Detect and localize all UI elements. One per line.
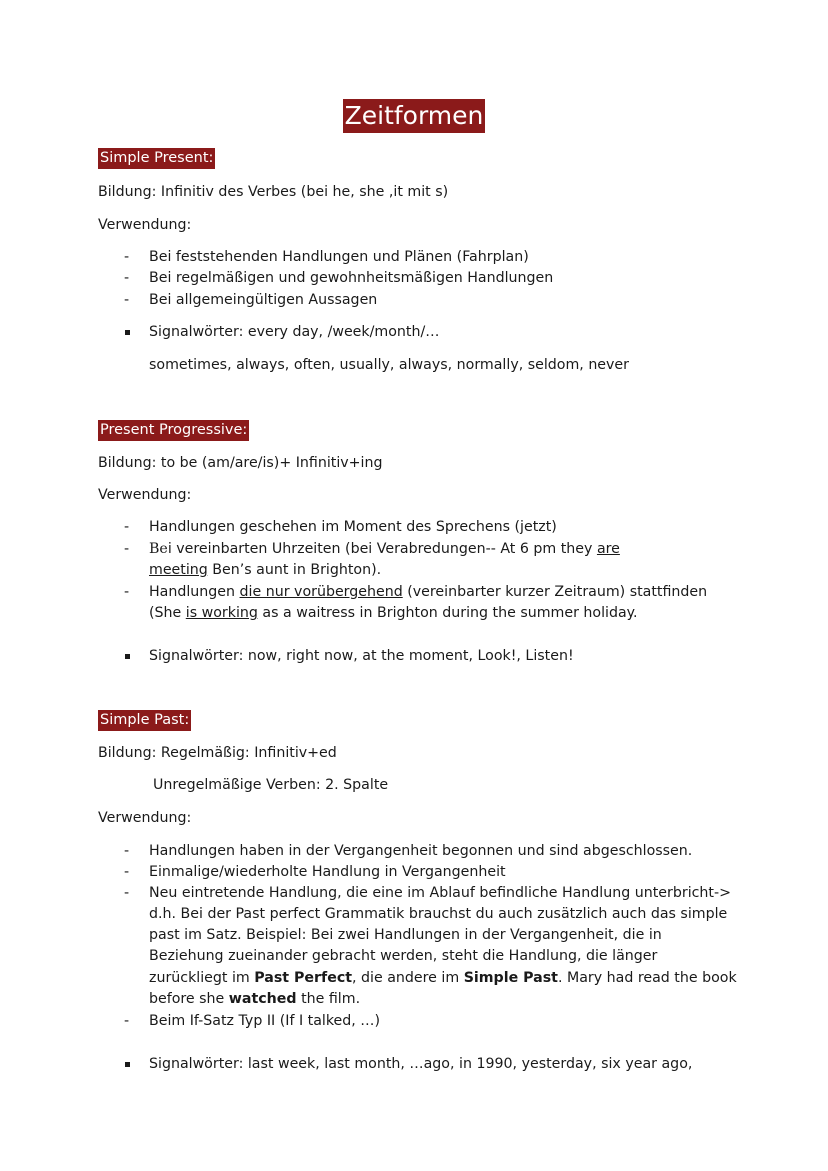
pp-item-3 (149, 582, 707, 603)
spast-item-2: Einmalige/wiederholte Handlung in Vergangenheit (149, 864, 506, 880)
dash-bullet: - (124, 885, 130, 901)
spast-signal: Signalwörter: last week, last month, …ago, in 1990, yesterday, six year ago, (149, 1056, 693, 1072)
dash-bullet: - (124, 843, 130, 859)
pp-bildung: Bildung: to be (am/are/is)+ Infinitiv+ing (98, 455, 383, 471)
pp-item-3-e: is working (185, 605, 258, 621)
spast-item-3-l5e: . Mary had read the book (557, 970, 737, 986)
spast-item-3-l6b: watched (228, 991, 297, 1007)
spast-item-1: Handlungen haben in der Vergangenheit begonnen und sind abgeschlossen. (149, 843, 693, 859)
sp-bildung: Bildung: Infinitiv des Verbes (bei he, she ,it mit s) (98, 184, 449, 200)
spast-bildung-2: Unregelmäßige Verben: 2. Spalte (153, 777, 389, 793)
pp-item-2-d: meeting (149, 562, 208, 578)
pp-item-3-b: die nur vorübergehend (239, 584, 403, 600)
sp-signal: Signalwörter: every day, /week/month/… (149, 324, 440, 340)
pp-item-3-f: as a waitress in Brighton during the summer holiday. (257, 605, 638, 621)
spast-item-3-l5d: Simple Past (463, 970, 558, 986)
pp-item-2-a: Be (149, 541, 168, 557)
spast-item-3-line-1: Neu eintretende Handlung, die eine im Ablauf befindliche Handlung unterbricht-> (149, 885, 731, 901)
spast-item-3-line-4: Beziehung zueinander gebracht werden, steht die Handlung, die länger (149, 948, 658, 964)
heading-simple-past: Simple Past: (98, 710, 191, 731)
pp-item-2-cont (149, 560, 381, 581)
spast-item-3-line-3: past im Satz. Beispiel: Bei zwei Handlungen in der Vergangenheit, die in (149, 927, 662, 943)
dash-bullet: - (124, 519, 130, 535)
pp-item-2 (149, 539, 620, 560)
sp-item-2: Bei regelmäßigen und gewohnheitsmäßigen Handlungen (149, 270, 554, 286)
spast-verwendung: Verwendung: (98, 810, 192, 826)
pp-signal: Signalwörter: now, right now, at the moment, Look!, Listen! (149, 648, 574, 664)
square-bullet-icon (125, 1062, 130, 1067)
sp-item-1: Bei feststehenden Handlungen und Plänen (Fahrplan) (149, 249, 529, 265)
pp-item-3-cont (149, 603, 638, 624)
spast-item-3-l5a: zurückliegt im (149, 970, 255, 986)
spast-item-3-line-5 (149, 968, 737, 989)
spast-item-4: Beim If-Satz Typ II (If I talked, …) (149, 1013, 381, 1029)
sp-verwendung: Verwendung: (98, 217, 192, 233)
page-title: Zeitformen (343, 99, 486, 133)
pp-item-3-d: (She (149, 605, 186, 621)
sp-item-3: Bei allgemeingültigen Aussagen (149, 292, 378, 308)
dash-bullet: - (124, 584, 130, 600)
pp-item-1: Handlungen geschehen im Moment des Sprechens (jetzt) (149, 519, 557, 535)
spast-item-3-line-2: d.h. Bei der Past perfect Grammatik brauchst du auch zusätzlich auch das simple (149, 906, 728, 922)
spast-item-3-l6a: before she (149, 991, 229, 1007)
spast-bildung: Bildung: Regelmäßig: Infinitiv+ed (98, 745, 337, 761)
dash-bullet: - (124, 249, 130, 265)
sp-signal-2: sometimes, always, often, usually, always, normally, seldom, never (149, 357, 629, 373)
spast-item-3-l5c: , die andere im (352, 970, 464, 986)
heading-simple-present: Simple Present: (98, 148, 215, 169)
pp-item-2-b: i vereinbarten Uhrzeiten (bei Verabredungen-- At 6 pm they (167, 541, 597, 557)
spast-item-3-l5b: Past Perfect (254, 970, 353, 986)
dash-bullet: - (124, 864, 130, 880)
square-bullet-icon (125, 330, 130, 335)
square-bullet-icon (125, 654, 130, 659)
heading-present-progressive: Present Progressive: (98, 420, 249, 441)
pp-item-2-c: are (596, 541, 620, 557)
dash-bullet: - (124, 270, 130, 286)
pp-item-3-c: (vereinbarter kurzer Zeitraum) stattfinden (402, 584, 708, 600)
pp-verwendung: Verwendung: (98, 487, 192, 503)
pp-item-3-a: Handlungen (149, 584, 240, 600)
spast-item-3-line-6 (149, 989, 360, 1010)
spast-item-3-l6c: the film. (296, 991, 361, 1007)
dash-bullet: - (124, 541, 130, 557)
pp-item-2-e: Ben’s aunt in Brighton). (207, 562, 382, 578)
page-title-wrap (0, 99, 828, 133)
dash-bullet: - (124, 292, 130, 308)
dash-bullet: - (124, 1013, 130, 1029)
